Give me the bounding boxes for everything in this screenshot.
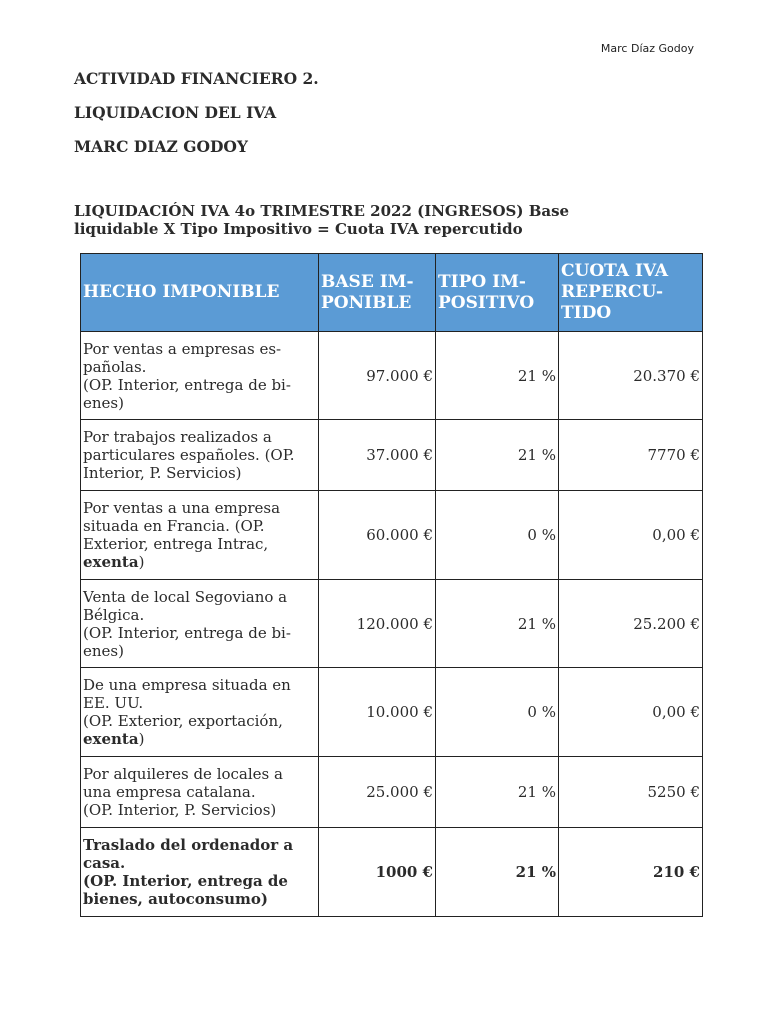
doc-title-activity: ACTIVIDAD FINANCIERO 2.	[74, 69, 319, 88]
doc-title-subject: LIQUIDACION DEL IVA	[74, 103, 277, 122]
row-base: 1000 €	[319, 828, 436, 917]
row-cuota: 25.200 €	[559, 580, 703, 668]
row-cuota: 210 €	[559, 828, 703, 917]
row-description	[81, 580, 319, 668]
table-row	[81, 668, 703, 757]
row-description	[81, 420, 319, 491]
row-base: 120.000 €	[319, 580, 436, 668]
table-row	[81, 580, 703, 668]
row-description-close: )	[138, 730, 145, 748]
header-base-imponible-label: BASE IM- PONIBLE	[321, 271, 414, 313]
row-description-text: Traslado del ordenador a casa. (OP. Interior, entrega de bienes, autoconsumo)	[83, 836, 294, 908]
header-base-imponible	[319, 254, 436, 332]
doc-title-author: MARC DIAZ GODOY	[74, 137, 248, 156]
row-base: 60.000 €	[319, 491, 436, 580]
row-description	[81, 668, 319, 757]
row-description-text: Por ventas a una empresa situada en Francia. (OP. Exterior, entrega Intrac,	[83, 499, 281, 553]
iva-table	[80, 253, 703, 917]
row-tipo: 0 %	[436, 668, 559, 757]
header-tipo-impositivo	[436, 254, 559, 332]
section-heading: LIQUIDACIÓN IVA 4o TRIMESTRE 2022 (INGRESOS) Base liquidable X Tipo Impositivo = Cuota IVA repercutido	[74, 202, 570, 238]
row-tipo: 21 %	[436, 757, 559, 828]
table-row	[81, 332, 703, 420]
row-description-exempt: exenta	[83, 730, 139, 748]
table-row	[81, 757, 703, 828]
header-tipo-impositivo-label: TIPO IM- POSITIVO	[438, 271, 535, 313]
row-description-exempt: exenta	[83, 553, 139, 571]
row-description	[81, 828, 319, 917]
header-cuota-iva-label: CUOTA IVA REPERCU- TIDO	[561, 261, 669, 323]
row-base: 25.000 €	[319, 757, 436, 828]
row-tipo: 21 %	[436, 332, 559, 420]
row-tipo: 21 %	[436, 828, 559, 917]
row-cuota: 7770 €	[559, 420, 703, 491]
row-cuota: 0,00 €	[559, 491, 703, 580]
row-description-text: Por ventas a empresas es- pañolas. (OP. Interior, entrega de bi- enes)	[83, 339, 291, 412]
table-header-row	[81, 254, 703, 332]
row-description-text: De una empresa situada en EE. UU. (OP. Exterior, exportación,	[83, 676, 291, 730]
row-cuota: 0,00 €	[559, 668, 703, 757]
table-row	[81, 420, 703, 491]
header-hecho-imponible: HECHO IMPONIBLE	[81, 254, 319, 332]
row-cuota: 5250 €	[559, 757, 703, 828]
row-tipo: 21 %	[436, 420, 559, 491]
header-cuota-iva	[559, 254, 703, 332]
row-description-close: )	[138, 553, 145, 571]
row-description	[81, 757, 319, 828]
row-description-text: Por alquileres de locales a una empresa catalana. (OP. Interior, P. Servicios)	[83, 765, 283, 819]
row-tipo: 21 %	[436, 580, 559, 668]
table-row-total	[81, 828, 703, 917]
table-row	[81, 491, 703, 580]
header-author: Marc Díaz Godoy	[600, 42, 694, 55]
row-description-text: Venta de local Segoviano a Bélgica. (OP. Interior, entrega de bi- enes)	[83, 587, 291, 660]
row-tipo: 0 %	[436, 491, 559, 580]
row-cuota: 20.370 €	[559, 332, 703, 420]
row-base: 97.000 €	[319, 332, 436, 420]
row-description-text: Por trabajos realizados a particulares españoles. (OP. Interior, P. Servicios)	[83, 428, 295, 482]
row-description	[81, 491, 319, 580]
row-description	[81, 332, 319, 420]
row-base: 10.000 €	[319, 668, 436, 757]
row-base: 37.000 €	[319, 420, 436, 491]
